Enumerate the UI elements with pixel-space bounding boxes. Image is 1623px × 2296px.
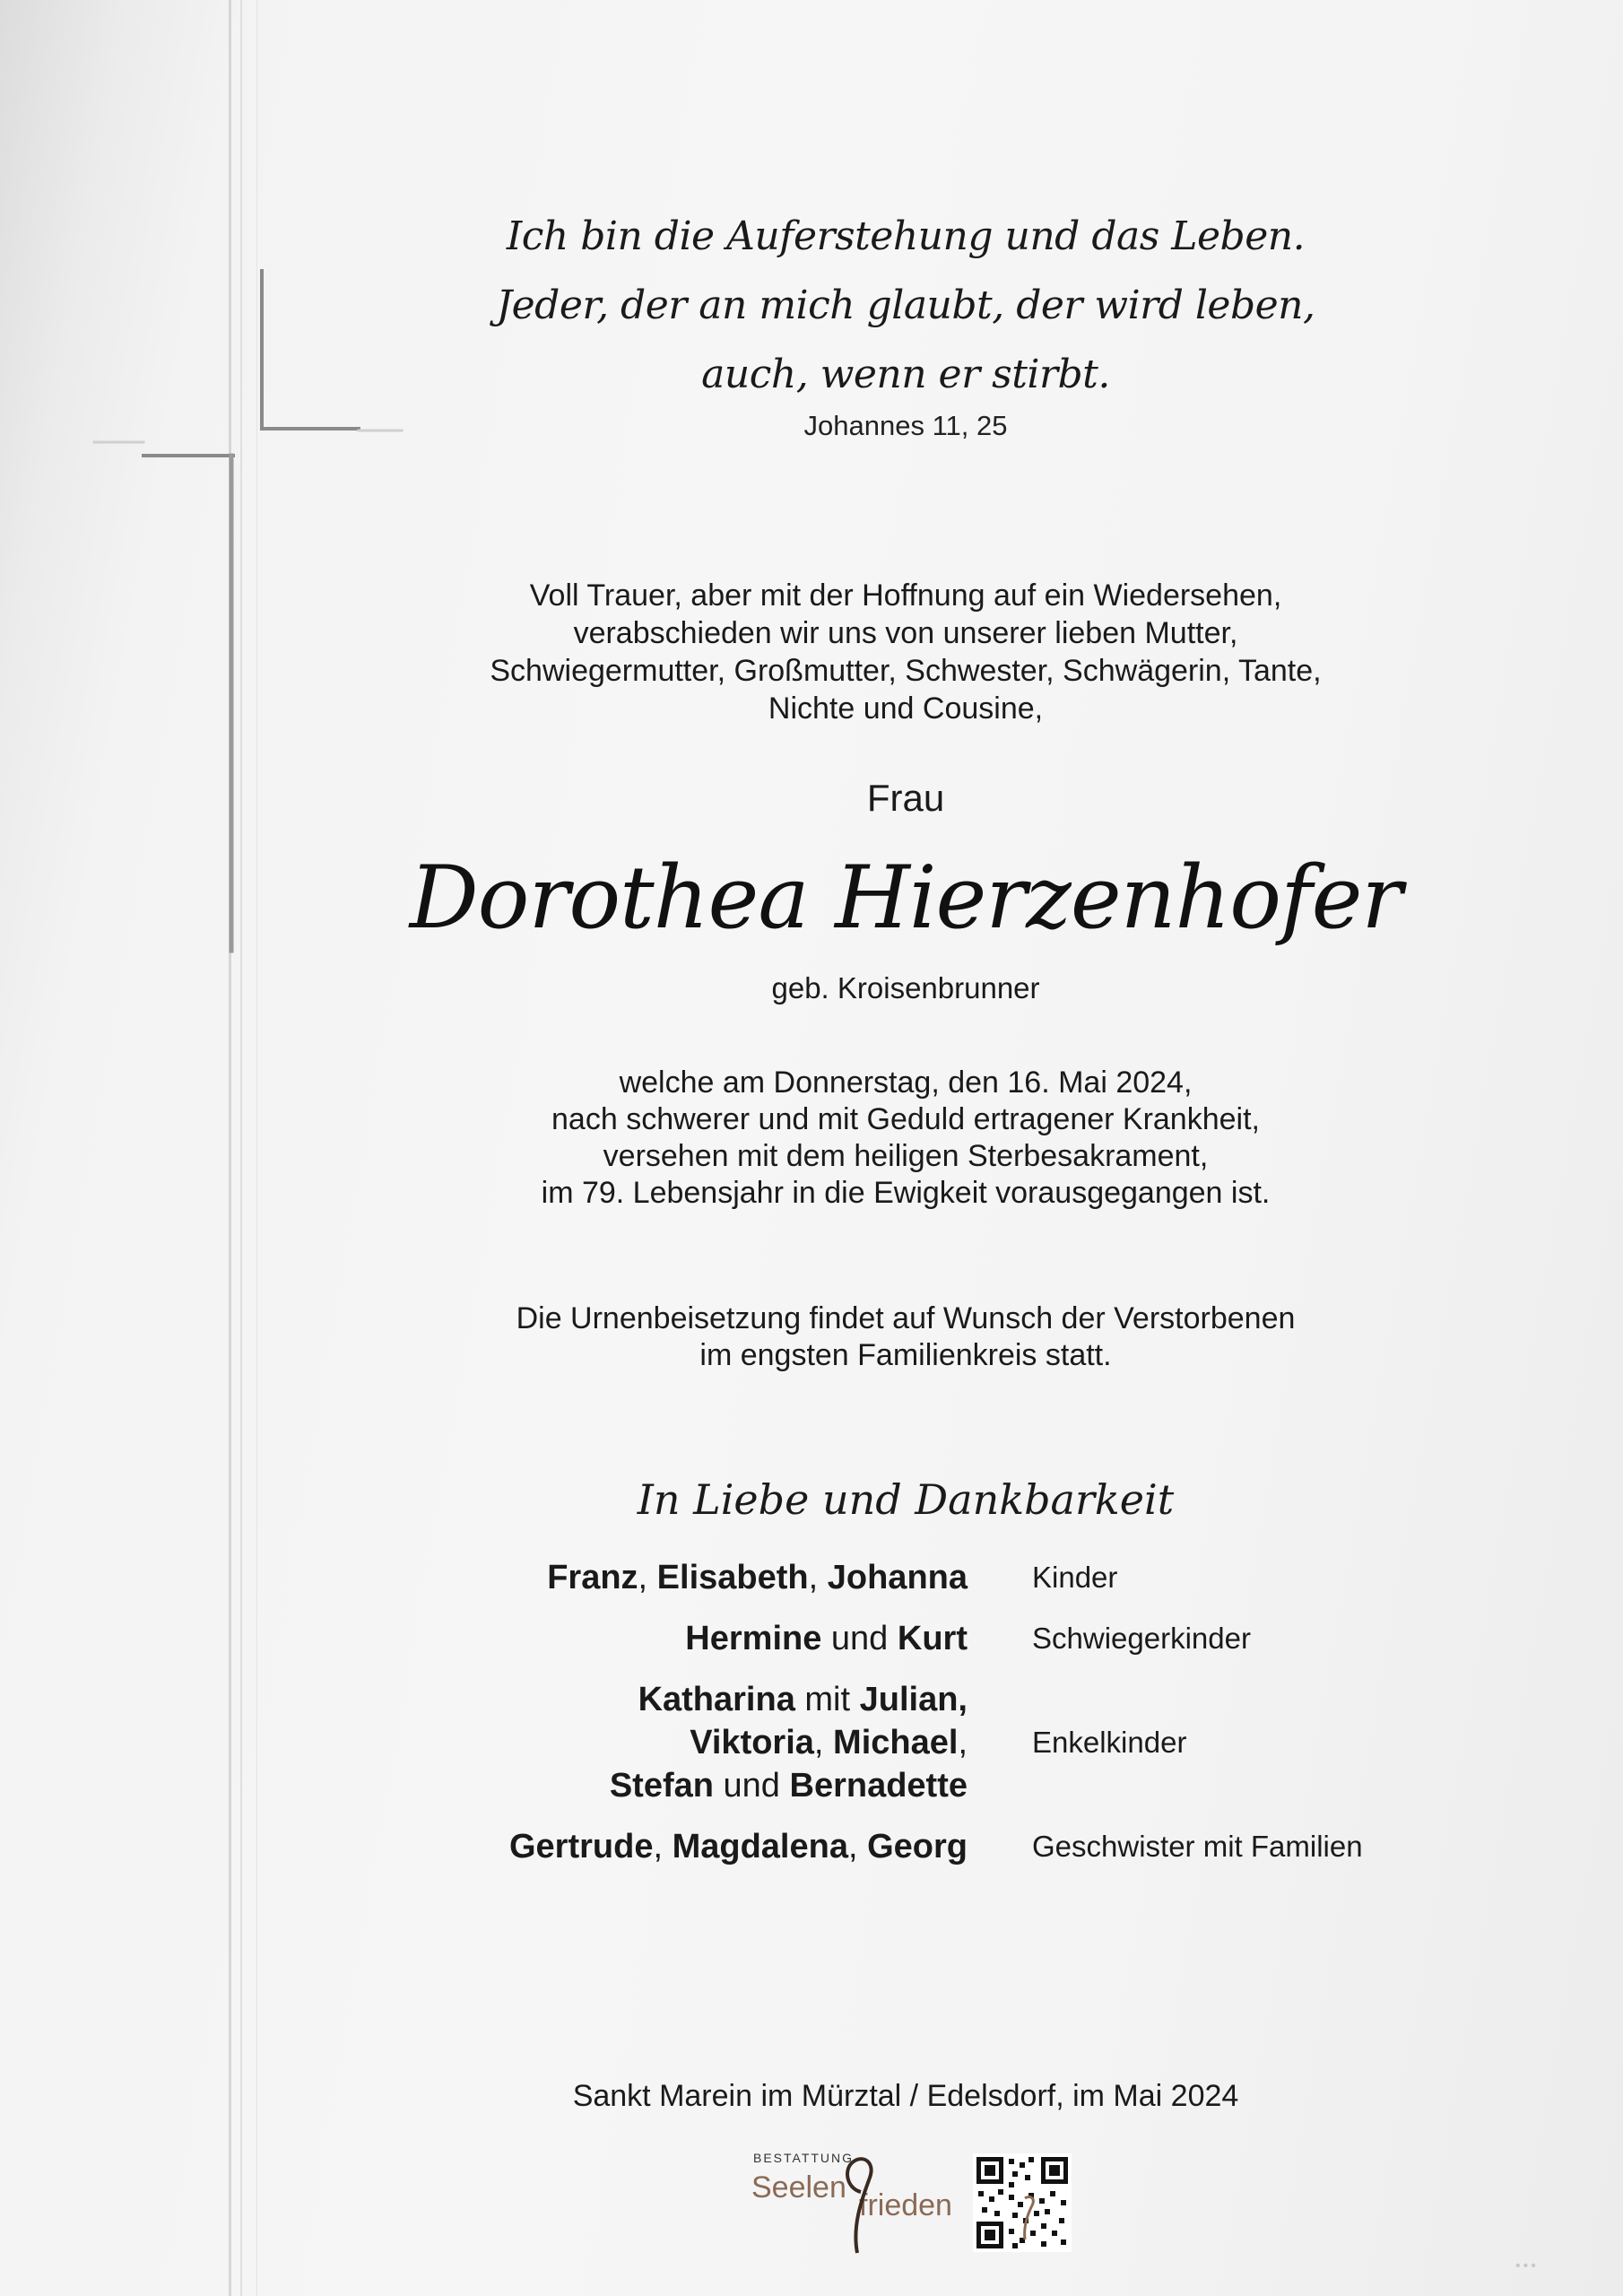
name-connector: und [713, 1767, 790, 1805]
funeral-home-logo [751, 2151, 952, 2258]
mourner-name-line [359, 1678, 968, 1721]
watermark-dots: ••• [1515, 2258, 1539, 2274]
mourners-list [359, 1556, 1480, 1886]
mourner-names [359, 1556, 968, 1599]
name-connector: , [958, 1724, 968, 1761]
mourner-name: Johanna [827, 1559, 968, 1596]
intro-line: Nichte und Cousine, [768, 691, 1044, 726]
mourner-name: Viktoria [690, 1724, 814, 1761]
quote-line: auch, wenn er stirbt. [701, 352, 1110, 397]
thanks-heading: In Liebe und Dankbarkeit [637, 1475, 1175, 1524]
mourner-name: Stefan [609, 1767, 714, 1805]
mourner-relation: Schwiegerkinder [1032, 1622, 1251, 1655]
mourner-name: Gertrude [508, 1828, 654, 1866]
name-connector: und [821, 1620, 898, 1657]
mourner-name-line [359, 1617, 968, 1660]
qr-code-icon[interactable] [973, 2153, 1072, 2252]
mourner-names [359, 1678, 968, 1807]
quote-line: Ich bin die Auferstehung und das Leben. [506, 213, 1306, 259]
birth-name: geb. Kroisenbrunner [771, 971, 1040, 1004]
intro-line: Voll Trauer, aber mit der Hoffnung auf ein Wiedersehen, [529, 578, 1282, 613]
logo-swirl-icon [830, 2152, 884, 2258]
death-line: welche am Donnerstag, den 16. Mai 2024, [619, 1065, 1193, 1100]
intro-line: Schwiegermutter, Großmutter, Schwester, Schwägerin, Tante, [490, 654, 1322, 688]
intro-text [359, 577, 1453, 727]
mourner-row [359, 1678, 1480, 1807]
name-connector: , [638, 1559, 657, 1596]
mourner-row [359, 1617, 1480, 1660]
mourner-name: Bernadette [789, 1767, 968, 1805]
burial-notice [359, 1300, 1453, 1374]
mourner-relation: Enkelkinder [1032, 1726, 1187, 1759]
mourner-name-line [359, 1556, 968, 1599]
quote-line: Jeder, der an mich glaubt, der wird leben, [496, 283, 1315, 328]
mourner-relation: Kinder [1032, 1561, 1118, 1594]
quote-reference: Johannes 11, 25 [803, 410, 1008, 441]
mourner-name-line [359, 1721, 968, 1764]
name-connector: , [813, 1724, 834, 1761]
mourner-name: Michael [833, 1724, 959, 1761]
deceased-name: Dorothea Hierzenhofer [409, 848, 1402, 948]
death-notice [359, 1065, 1453, 1212]
death-line: im 79. Lebensjahr in die Ewigkeit vorausgegangen ist. [541, 1176, 1271, 1210]
bible-quote [359, 202, 1453, 409]
death-line: nach schwerer und mit Geduld ertragener Krankheit, [551, 1102, 1260, 1136]
mourner-name-line [359, 1825, 968, 1868]
place-date: Sankt Marein im Mürztal / Edelsdorf, im Mai 2024 [572, 2079, 1239, 2113]
name-connector: , [847, 1828, 868, 1866]
mourner-name: Georg [867, 1828, 968, 1866]
mourner-row [359, 1825, 1480, 1868]
intro-line: verabschieden wir uns von unserer lieben Mutter, [573, 616, 1238, 650]
name-connector: mit [794, 1681, 860, 1718]
deceased-title: Frau [866, 777, 945, 819]
mourner-name: Kurt [897, 1620, 968, 1657]
mourner-name: Magdalena [672, 1828, 848, 1866]
name-connector: , [808, 1559, 828, 1596]
mourner-name: Franz [547, 1559, 638, 1596]
mourner-name-line [359, 1764, 968, 1807]
mourner-name: Elisabeth [656, 1559, 809, 1596]
logo-word-2: frieden [859, 2188, 952, 2222]
death-line: versehen mit dem heiligen Sterbesakrament, [603, 1139, 1209, 1173]
mourner-relation: Geschwister mit Familien [1032, 1830, 1363, 1863]
mourner-name: Katharina [638, 1681, 795, 1718]
burial-line: im engsten Familienkreis statt. [699, 1338, 1112, 1372]
mourner-names [359, 1825, 968, 1868]
mourner-name: Hermine [685, 1620, 822, 1657]
burial-line: Die Urnenbeisetzung findet auf Wunsch der Verstorbenen [516, 1301, 1296, 1335]
name-connector: , [653, 1828, 673, 1866]
logo-small-text: BESTATTUNG [753, 2151, 855, 2165]
mourner-row [359, 1556, 1480, 1599]
mourner-names [359, 1617, 968, 1660]
logo-word-1: Seelen [751, 2170, 846, 2205]
mourner-name: Julian, [859, 1681, 968, 1718]
